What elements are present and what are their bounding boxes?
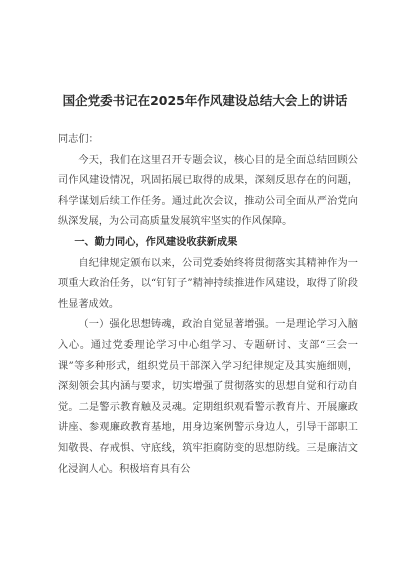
section-intro-paragraph: 自纪律规定颁布以来，公司党委始终将贯彻落实其精神作为一项重大政治任务，以“钉钉子”精神持续推进作风建设，取得了阶段性显著成效。 bbox=[58, 257, 358, 310]
document-body bbox=[58, 130, 358, 480]
intro-paragraph: 今天，我们在这里召开专题会议，核心目的是全面总结回顾公司作风建设情况，巩固拓展已取得的成果，深刻反思存在的问题，科学谋划后续工作任务。通过此次会议，推动公司全面从严治党向纵深发展，为公司高质量发展筑牢坚实的作风保障。 bbox=[58, 154, 358, 228]
section-item-paragraph: （一）强化思想铸魂，政治自觉显著增强。一是理论学习入脑入心。通过党委理论学习中心组学习、专题研讨、支部“三会一课”等多种形式，组织党员干部深入学习纪律规定及其实施细则，深刻领会其内涵与要求，切实增强了贯彻落实的思想自觉和行动自觉。二是警示教育触及灵魂。定期组织观看警示教育片、开展廉政讲座、参观廉政教育基地，用身边案例警示身边人，引导干部职工知敬畏、存戒惧、守底线，筑牢拒腐防变的思想防线。三是廉洁文化浸润人心。积极培育具有公 bbox=[58, 319, 358, 475]
section-heading: 一、勤力同心，作风建设收获新成果 bbox=[74, 236, 238, 248]
document-title: 国企党委书记在2025年作风建设总结大会上的讲话 bbox=[62, 93, 348, 108]
salutation: 同志们： bbox=[58, 134, 99, 145]
